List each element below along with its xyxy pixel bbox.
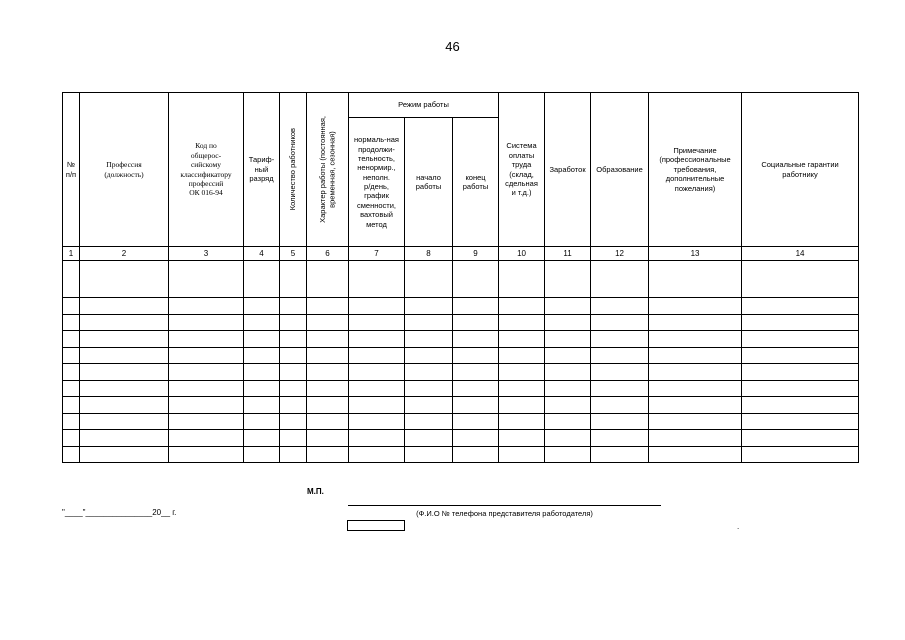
table-row [63,413,859,430]
table-cell[interactable] [80,380,169,397]
table-cell[interactable] [499,397,545,414]
table-cell[interactable] [244,364,280,381]
table-cell[interactable] [63,364,80,381]
table-cell[interactable] [591,364,649,381]
table-cell[interactable] [591,261,649,298]
signature-line [348,505,661,506]
table-cell[interactable] [649,314,742,331]
table-cell[interactable] [280,380,307,397]
table-cell[interactable] [545,413,591,430]
table-cell[interactable] [280,413,307,430]
table-cell[interactable] [649,364,742,381]
column-number: 13 [649,247,742,261]
vacancy-table [62,92,859,463]
table-cell[interactable] [591,397,649,414]
table-cell[interactable] [169,364,244,381]
table-cell[interactable] [499,364,545,381]
table-cell[interactable] [280,446,307,463]
table-cell[interactable] [280,430,307,447]
table-cell[interactable] [349,347,405,364]
column-number: 1 [63,247,80,261]
small-box [347,520,405,531]
table-cell[interactable] [591,413,649,430]
table-cell[interactable] [244,413,280,430]
table-cell[interactable] [405,314,453,331]
header-earnings: Заработок [545,93,591,247]
table-cell[interactable] [244,347,280,364]
table-cell[interactable] [742,347,859,364]
table-cell[interactable] [591,446,649,463]
table-cell[interactable] [349,380,405,397]
table-row [63,364,859,381]
table-cell[interactable] [169,446,244,463]
table-cell[interactable] [499,430,545,447]
table-row [63,298,859,315]
table-cell[interactable] [649,397,742,414]
table-cell[interactable] [349,430,405,447]
table-cell[interactable] [349,397,405,414]
table-cell[interactable] [649,430,742,447]
table-cell[interactable] [63,380,80,397]
empty-rows [63,261,859,463]
table-cell[interactable] [742,397,859,414]
table-cell[interactable] [63,430,80,447]
table-cell[interactable] [405,347,453,364]
table-cell[interactable] [349,413,405,430]
table-cell[interactable] [742,261,859,298]
table-cell[interactable] [169,261,244,298]
table-cell[interactable] [453,298,499,315]
dot-mark: . [737,522,740,531]
table-cell[interactable] [244,430,280,447]
table-cell[interactable] [244,298,280,315]
table-cell[interactable] [280,261,307,298]
table-cell[interactable] [405,364,453,381]
table-cell[interactable] [405,446,453,463]
table-cell[interactable] [591,430,649,447]
table-cell[interactable] [649,298,742,315]
table-cell[interactable] [307,446,349,463]
table-cell[interactable] [280,397,307,414]
table-cell[interactable] [169,347,244,364]
table-cell[interactable] [63,446,80,463]
table-cell[interactable] [169,331,244,348]
column-number: 3 [169,247,244,261]
table-cell[interactable] [545,364,591,381]
table-cell[interactable] [591,347,649,364]
header-mode-group: Режим работы [349,93,499,118]
table-cell[interactable] [80,446,169,463]
table-cell[interactable] [742,413,859,430]
table-cell[interactable] [80,413,169,430]
table-cell[interactable] [499,261,545,298]
table-cell[interactable] [591,298,649,315]
table-cell[interactable] [307,314,349,331]
table-cell[interactable] [545,446,591,463]
column-number: 12 [591,247,649,261]
table-cell[interactable] [244,314,280,331]
table-cell[interactable] [307,413,349,430]
date-line: "____"_______________20__ г. [62,508,177,517]
table-row [63,261,859,298]
header-num: № п/п [63,93,80,247]
table-cell[interactable] [63,261,80,298]
table-cell[interactable] [244,331,280,348]
table-cell[interactable] [405,380,453,397]
table-cell[interactable] [742,380,859,397]
table-cell[interactable] [63,298,80,315]
table-cell[interactable] [591,314,649,331]
table-cell[interactable] [545,314,591,331]
table-cell[interactable] [169,298,244,315]
table-cell[interactable] [63,347,80,364]
table-cell[interactable] [80,430,169,447]
header-payment: Система оплаты труда (склад, сдельная и т.д.) [499,93,545,247]
table-cell[interactable] [499,347,545,364]
column-number: 4 [244,247,280,261]
table-cell[interactable] [349,261,405,298]
table-cell[interactable] [169,397,244,414]
column-number: 14 [742,247,859,261]
table-cell[interactable] [280,347,307,364]
table-cell[interactable] [405,413,453,430]
table-cell[interactable] [453,364,499,381]
header-work-nature [307,93,349,247]
table-cell[interactable] [499,413,545,430]
table-cell[interactable] [307,298,349,315]
table-cell[interactable] [453,413,499,430]
table-cell[interactable] [591,380,649,397]
table-cell[interactable] [307,261,349,298]
table-cell[interactable] [307,430,349,447]
table-cell[interactable] [545,298,591,315]
column-number: 9 [453,247,499,261]
table-cell[interactable] [244,397,280,414]
signature-caption: (Ф.И.О № телефона представителя работодателя) [416,509,593,518]
table-row [63,380,859,397]
table-cell[interactable] [545,397,591,414]
table-cell[interactable] [349,314,405,331]
header-work-nature-text: Характер работы (постоянная, временная, сезонная) [318,116,337,223]
table-cell[interactable] [63,331,80,348]
table-cell[interactable] [453,261,499,298]
table-cell[interactable] [80,397,169,414]
header-start: начало работы [405,118,453,247]
table-cell[interactable] [349,298,405,315]
table-cell[interactable] [169,314,244,331]
table-cell[interactable] [742,331,859,348]
table-cell[interactable] [280,364,307,381]
table-cell[interactable] [80,298,169,315]
table-cell[interactable] [244,261,280,298]
table-row [63,397,859,414]
table-cell[interactable] [169,413,244,430]
table-row [63,331,859,348]
table-cell[interactable] [742,298,859,315]
column-number: 6 [307,247,349,261]
table-cell[interactable] [499,331,545,348]
table-cell[interactable] [307,364,349,381]
header-profession: Профессия (должность) [80,93,169,247]
table-cell[interactable] [169,430,244,447]
table-cell[interactable] [80,314,169,331]
table-cell[interactable] [545,261,591,298]
table-cell[interactable] [742,314,859,331]
header-mode-normal: нормаль-ная продолжи- тельность, ненормир., неполн. р/день, график сменности, вахтовый метод [349,118,405,247]
table-cell[interactable] [499,314,545,331]
table-cell[interactable] [453,314,499,331]
table-cell[interactable] [280,298,307,315]
table-cell[interactable] [405,331,453,348]
table-row [63,446,859,463]
table-cell[interactable] [742,364,859,381]
table-cell[interactable] [405,261,453,298]
stamp-label: М.П. [307,487,324,496]
header-end: конец работы [453,118,499,247]
column-number: 11 [545,247,591,261]
table-cell[interactable] [80,364,169,381]
column-number: 5 [280,247,307,261]
table-cell[interactable] [453,347,499,364]
header-workers-count-text: Количество работников [288,128,298,211]
page-number: 46 [445,39,460,54]
table-cell[interactable] [545,430,591,447]
header-note: Примечание (профессиональные требования, дополнительные пожелания) [649,93,742,247]
table-cell[interactable] [499,446,545,463]
table-cell[interactable] [63,413,80,430]
table-cell[interactable] [742,430,859,447]
table-cell[interactable] [349,364,405,381]
table-cell[interactable] [545,331,591,348]
table-cell[interactable] [649,331,742,348]
table-cell[interactable] [545,380,591,397]
table-cell[interactable] [280,314,307,331]
table-row [63,430,859,447]
column-number: 8 [405,247,453,261]
table-cell[interactable] [349,331,405,348]
table-cell[interactable] [307,331,349,348]
header-guarantees: Социальные гарантии работнику [742,93,859,247]
table-cell[interactable] [349,446,405,463]
table-cell[interactable] [453,331,499,348]
table-cell[interactable] [169,380,244,397]
table-cell[interactable] [649,380,742,397]
header-workers-count [280,93,307,247]
table-cell[interactable] [649,347,742,364]
column-number: 2 [80,247,169,261]
table-cell[interactable] [499,380,545,397]
table-cell[interactable] [63,397,80,414]
header-education: Образование [591,93,649,247]
table-cell[interactable] [405,298,453,315]
table-cell[interactable] [244,380,280,397]
table-cell[interactable] [244,446,280,463]
table-cell[interactable] [405,430,453,447]
table-cell[interactable] [453,397,499,414]
column-number: 10 [499,247,545,261]
table-cell[interactable] [591,331,649,348]
table-cell[interactable] [499,298,545,315]
column-numbers-row [63,247,859,261]
table-cell[interactable] [307,347,349,364]
table-cell[interactable] [280,331,307,348]
table-cell[interactable] [307,380,349,397]
table-cell[interactable] [63,314,80,331]
table-cell[interactable] [405,397,453,414]
table-cell[interactable] [545,347,591,364]
table-cell[interactable] [453,446,499,463]
table-cell[interactable] [742,446,859,463]
table-cell[interactable] [649,446,742,463]
table-cell[interactable] [649,413,742,430]
table-row [63,347,859,364]
table-cell[interactable] [453,430,499,447]
header-okpdtr: Код по общерос- сийскому классификатору профессий ОК 016-94 [169,93,244,247]
table-cell[interactable] [80,347,169,364]
table-cell[interactable] [649,261,742,298]
table-cell[interactable] [80,331,169,348]
table-cell[interactable] [453,380,499,397]
table-cell[interactable] [307,397,349,414]
table-cell[interactable] [80,261,169,298]
table-row [63,314,859,331]
header-tariff: Тариф- ный разряд [244,93,280,247]
column-number: 7 [349,247,405,261]
